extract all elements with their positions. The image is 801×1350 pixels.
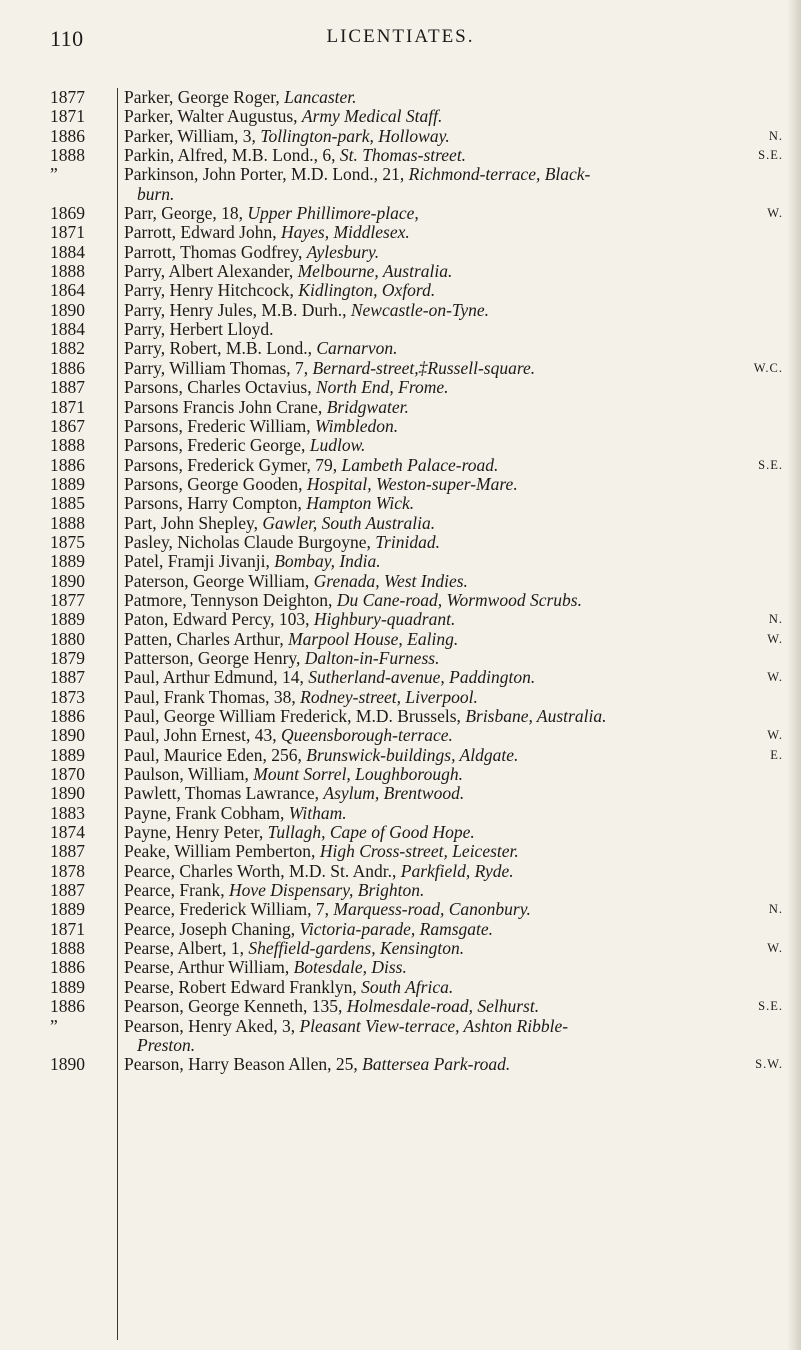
list-item [0,281,801,300]
list-item [0,398,801,417]
entry-name: Parr, George, 18, [124,203,248,224]
entry-year: 1889 [50,609,85,630]
entry-year: 1887 [50,841,85,862]
list-item [0,494,801,513]
entry-district: E. [770,747,783,762]
entry-district: W. [767,670,783,685]
entry-name: Pearce, Frank, [124,880,229,901]
entry-name: Pearse, Albert, 1, [124,938,249,959]
entry-address: Holmesdale-road, Selhurst. [346,996,540,1017]
page-edge-shadow [787,0,801,1350]
entry-name: Pawlett, Thomas Lawrance, [124,783,324,804]
entry-text [124,688,783,707]
list-item [0,958,801,977]
entry-text [124,320,783,339]
entry-district: N. [768,128,783,143]
entry-name: Parkinson, John Porter, M.D. Lond., 21, [124,164,409,185]
entry-name: Pearse, Robert Edward Franklyn, [124,976,362,997]
entry-address: Bernard-street,‡Russell-square. [312,357,536,378]
list-item [0,88,801,107]
entry-text [124,204,783,223]
list-item [0,1055,801,1074]
entry-text [124,572,783,591]
entry-name: Pearse, Arthur William, [124,957,294,978]
entry-text [124,630,783,649]
entry-text [124,804,783,823]
entry-address: Du Cane-road, Wormwood Scrubs. [336,589,582,610]
entry-address: St. Thomas-street. [339,145,467,166]
entry-year: 1877 [50,589,85,610]
entry-text [124,900,783,919]
entry-year: 1864 [50,280,85,301]
entry-district: S.E. [758,457,783,472]
entry-year: 1890 [50,570,85,591]
page-number: 110 [50,26,84,51]
list-item [0,862,801,881]
entry-year: 1871 [50,396,85,417]
list-item [0,726,801,745]
entry-text [124,649,783,668]
entry-text [124,784,783,803]
list-item [0,688,801,707]
entry-name: Pearson, George Kenneth, 135, [124,996,347,1017]
list-item [0,107,801,126]
list-item [0,610,801,629]
entry-address: Marquess-road, Canonbury. [333,899,531,920]
entry-text [124,1017,783,1036]
entry-address: High Cross-street, Leicester. [319,841,519,862]
entry-address: Newcastle-on-Tyne. [350,299,490,320]
entry-name: Pearson, Harry Beason Allen, 25, [124,1054,363,1075]
entry-address: Hove Dispensary, Brighton. [228,880,425,901]
list-item [0,301,801,320]
entry-address: Tullagh, Cape of Good Hope. [267,822,475,843]
list-item [0,649,801,668]
entry-year: 1871 [50,918,85,939]
list-item [0,417,801,436]
entry-name: Parsons, Frederic George, [124,435,310,456]
entry-year: 1889 [50,899,85,920]
list-item [0,630,801,649]
entry-name: Paul, George William Frederick, M.D. Brussels, [124,706,466,726]
entry-name: Parry, Henry Hitchcock, [124,280,299,301]
entry-year: 1886 [50,957,85,978]
entry-year: 1887 [50,377,85,398]
entry-year: 1887 [50,667,85,688]
entry-name: Parker, Walter Augustus, [124,106,302,127]
entry-name: Parker, George Roger, [124,87,285,107]
entry-text [124,978,783,997]
list-item [0,475,801,494]
list-item [0,920,801,939]
entry-district: N. [768,902,783,917]
entry-name: Pasley, Nicholas Claude Burgoyne, [124,531,376,552]
entry-text [124,610,783,629]
entry-year: 1890 [50,725,85,746]
list-item [0,823,801,842]
entry-text [124,765,783,784]
entry-year: 1883 [50,802,85,823]
entry-text [124,842,783,861]
entry-address: Mount Sorrel, Loughborough. [253,764,463,785]
entry-name: Parry, William Thomas, 7, [124,357,313,378]
entry-address: Parkfield, Ryde. [400,860,514,881]
entry-address: Brisbane, Australia. [465,706,607,726]
entry-address: Bombay, India. [274,551,381,572]
list-item [0,572,801,591]
entry-name: Pearce, Frederick William, 7, [124,899,334,920]
entry-address: Gawler, South Australia. [262,512,436,533]
entry-year: 1889 [50,551,85,572]
list-item [0,533,801,552]
entry-text [124,281,783,300]
entry-year: 1884 [50,319,85,340]
entry-name: Pearce, Charles Worth, M.D. St. Andr., [124,860,401,881]
entry-name: Patmore, Tennyson Deighton, [124,589,337,610]
entry-address: Upper Phillimore-place, [247,203,419,224]
entry-text [124,958,783,977]
entry-name: Payne, Frank Cobham, [124,802,289,823]
entry-text [124,243,783,262]
entry-address: Pleasant View-terrace, Ashton Ribble- [299,1015,569,1036]
entry-text [124,127,783,146]
entry-year: 1886 [50,454,85,475]
list-item [0,165,801,184]
entry-name: Parsons, Charles Octavius, [124,377,316,398]
entry-text [124,339,783,358]
entry-address: Dalton-in-Furness. [304,647,440,668]
entry-year: 1867 [50,415,85,436]
list-item [0,359,801,378]
entry-address: Botesdale, Diss. [293,957,407,978]
entry-name: Peake, William Pemberton, [124,841,320,862]
entry-year: 1878 [50,860,85,881]
entry-year: 1875 [50,531,85,552]
entry-name: Pearson, Henry Aked, 3, [124,1015,300,1036]
entry-text [124,165,783,184]
entry-text [124,939,783,958]
entry-text [124,475,783,494]
entry-name: Parry, Herbert Lloyd. [124,319,274,340]
entry-name: Paul, Arthur Edmund, 14, [124,667,309,688]
entry-name: Paton, Edward Percy, 103, [124,609,314,630]
entry-year: 1889 [50,976,85,997]
entry-address: Victoria-parade, Ramsgate. [299,918,494,939]
list-item [0,127,801,146]
entry-address: Aylesbury. [306,241,380,262]
entry-year: 1873 [50,686,85,707]
list-item [0,997,801,1016]
entry-name: Paul, John Ernest, 43, [124,725,282,746]
entry-district: W. [767,941,783,956]
entry-year: 1888 [50,512,85,533]
entry-address: Wimbledon. [314,415,399,436]
entry-text [124,862,783,881]
entry-district: W. [767,728,783,743]
entry-address: Battersea Park-road. [362,1054,511,1075]
entry-year: 1890 [50,299,85,320]
entry-address: North End, Frome. [316,377,449,398]
list-item [0,243,801,262]
entry-address: Lambeth Palace-road. [341,454,499,475]
entry-text [124,707,783,726]
running-head: LICENTIATES. [326,26,475,47]
list-item [0,1036,801,1055]
entry-district: N. [768,612,783,627]
entry-name: Paul, Maurice Eden, 256, [124,744,307,765]
entry-text [124,146,783,165]
entry-text [137,185,783,204]
entry-name: Parry, Henry Jules, M.B. Durh., [124,299,351,320]
list-item [0,262,801,281]
entry-text [124,88,783,107]
list-item [0,765,801,784]
entry-text [124,436,783,455]
entry-name: Parrott, Edward John, [124,222,281,243]
entry-year: 1886 [50,706,85,726]
entry-district: S.W. [755,1057,783,1072]
entry-text [124,417,783,436]
entry-text [124,359,783,378]
entry-address: Hampton Wick. [306,493,415,514]
entry-address: Bridgwater. [326,396,409,417]
entry-name: Patterson, George Henry, [124,647,305,668]
entry-name: Patel, Framji Jivanji, [124,551,275,572]
list-item [0,223,801,242]
list-item [0,378,801,397]
entry-text [124,301,783,320]
entry-year: 1880 [50,628,85,649]
list-item [0,320,801,339]
entry-text [124,552,783,571]
entry-text [124,378,783,397]
entry-text [124,881,783,900]
entry-address: Marpool House, Ealing. [288,628,459,649]
entry-text [124,494,783,513]
entry-address: Trinidad. [375,531,440,552]
entry-text [124,997,783,1016]
entry-year: 1884 [50,241,85,262]
entry-year: ” [50,1015,58,1036]
entry-text [124,262,783,281]
entry-year: 1889 [50,744,85,765]
entry-name: Paulson, William, [124,764,254,785]
entry-text [124,398,783,417]
entry-year: 1888 [50,261,85,282]
entry-year: 1886 [50,996,85,1017]
entry-address: Lancaster. [284,87,357,107]
entry-year: 1874 [50,822,85,843]
entry-address: Hayes, Middlesex. [281,222,410,243]
entry-name: Parsons, George Gooden, [124,473,307,494]
entry-address: Ludlow. [309,435,366,456]
entry-address: South Africa. [361,976,454,997]
entry-name: Parrott, Thomas Godfrey, [124,241,307,262]
entry-text [124,746,783,765]
entry-address: burn. [137,183,175,204]
list-item [0,939,801,958]
entry-year: 1890 [50,783,85,804]
entry-year: 1886 [50,357,85,378]
list-item [0,668,801,687]
list-item [0,185,801,204]
entry-address: Carnarvon. [316,338,398,359]
entry-name: Parsons, Frederick Gymer, 79, [124,454,342,475]
entry-district: S.E. [758,148,783,163]
entry-year: 1885 [50,493,85,514]
entry-name: Parry, Robert, M.B. Lond., [124,338,317,359]
entry-text [124,514,783,533]
entry-year: 1886 [50,125,85,146]
entry-text [124,1055,783,1074]
entry-text [124,726,783,745]
entry-text [124,668,783,687]
entry-year: 1887 [50,880,85,901]
entry-address: Kidlington, Oxford. [298,280,436,301]
entry-year: 1871 [50,106,85,127]
list-item [0,552,801,571]
entry-name: Parkin, Alfred, M.B. Lond., 6, [124,145,340,166]
entry-address: Sheffield-gardens, Kensington. [248,938,465,959]
list-item [0,514,801,533]
entry-year: 1870 [50,764,85,785]
entry-text [124,223,783,242]
entry-address: Sutherland-avenue, Paddington. [308,667,536,688]
entry-name: Parsons, Harry Compton, [124,493,307,514]
list-item [0,900,801,919]
entry-address: Queensborough-terrace. [281,725,453,746]
entry-name: Payne, Henry Peter, [124,822,268,843]
entry-list [0,88,801,1075]
entry-year: 1879 [50,647,85,668]
list-item [0,881,801,900]
entry-year: 1890 [50,1054,85,1075]
list-item [0,456,801,475]
list-item [0,804,801,823]
entry-address: Tollington-park, Holloway. [260,125,450,146]
entry-text [124,920,783,939]
list-item [0,146,801,165]
entry-address: Highbury-quadrant. [313,609,456,630]
entry-name: Paul, Frank Thomas, 38, [124,686,301,707]
entry-district: S.E. [758,999,783,1014]
entry-year: 1889 [50,473,85,494]
entry-address: Preston. [137,1034,196,1055]
entry-name: Patten, Charles Arthur, [124,628,289,649]
entry-name: Parsons Francis John Crane, [124,396,327,417]
entry-name: Parker, William, 3, [124,125,261,146]
list-item [0,707,801,726]
entry-year: 1888 [50,435,85,456]
entry-year: ” [50,164,58,185]
list-item [0,784,801,803]
entry-text [124,823,783,842]
entry-name: Part, John Shepley, [124,512,263,533]
list-item [0,746,801,765]
entry-district: W. [767,206,783,221]
list-item [0,204,801,223]
entry-address: Grenada, West Indies. [313,570,468,591]
entry-text [124,533,783,552]
entry-district: W.C. [753,360,783,375]
list-item [0,436,801,455]
entry-year: 1882 [50,338,85,359]
entry-address: Brunswick-buildings, Aldgate. [306,744,519,765]
entry-district: W. [767,631,783,646]
entry-year: 1888 [50,145,85,166]
list-item [0,978,801,997]
entry-text [124,107,783,126]
entry-text [124,456,783,475]
entry-year: 1888 [50,938,85,959]
entry-address: Richmond-terrace, Black- [408,164,591,185]
entry-address: Rodney-street, Liverpool. [300,686,478,707]
entry-address: Hospital, Weston-super-Mare. [306,473,518,494]
list-item [0,842,801,861]
entry-name: Parry, Albert Alexander, [124,261,298,282]
entry-text [124,591,783,610]
entry-name: Paterson, George William, [124,570,314,591]
entry-year: 1877 [50,87,85,107]
entry-name: Pearce, Joseph Chaning, [124,918,300,939]
list-item [0,591,801,610]
entry-address: Witham. [288,802,347,823]
entry-text [137,1036,783,1055]
entry-year: 1871 [50,222,85,243]
list-item [0,1017,801,1036]
entry-address: Army Medical Staff. [301,106,443,127]
entry-address: Asylum, Brentwood. [323,783,465,804]
entry-name: Parsons, Frederic William, [124,415,315,436]
list-item [0,339,801,358]
entry-address: Melbourne, Australia. [297,261,453,282]
entry-year: 1869 [50,203,85,224]
